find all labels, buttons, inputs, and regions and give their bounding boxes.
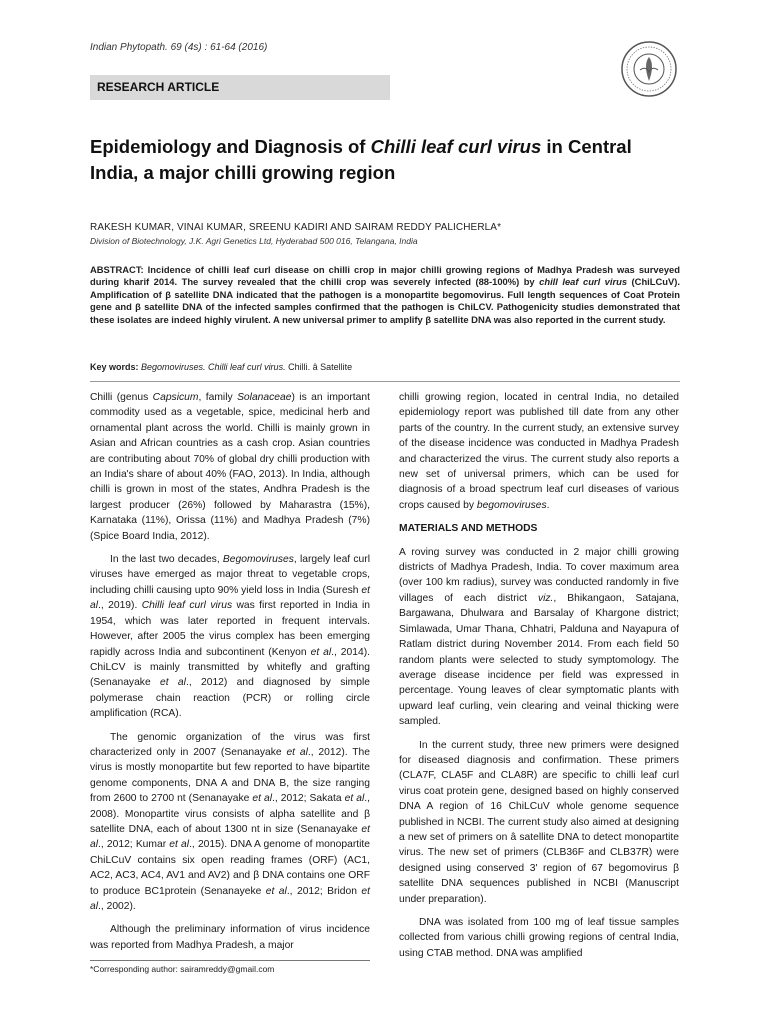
affiliation: Division of Biotechnology, J.K. Agri Genetics Ltd, Hyderabad 500 016, Telangana, India <box>90 236 418 246</box>
society-seal-icon <box>620 40 678 98</box>
abstract-text-2: (ChiLCuV). Amplification of β satellite DNA indicated that the pathogen is a monopartite begomovirus. Full length sequences of Coat Protein gene and β satellite DNA of the infected samples confirmed that the pathogen is ChiLCV. Pathogenicity studies demonstrated that these isolates are indeed highly virulent. A new universal primer to amplify β satellite DNA was also reported in the current study. <box>90 276 680 325</box>
title-part-1: Epidemiology and Diagnosis of <box>90 136 371 157</box>
intro-paragraph-5: chilli growing region, located in central India, no detailed epidemiology report was published till date from any other parts of the country. In the current study, an extensive survey of the disease incidence was conducted in Madhya Pradesh and characterized the virus. The current study also reports a new set of universal primers, which can be used for diagnosis of a broad spectrum leaf curl diseases of various crops caused by begomoviruses. <box>399 392 679 511</box>
abstract-virus-name: chill leaf curl virus <box>539 276 628 288</box>
keywords <box>90 362 680 372</box>
keywords-italic: Begomoviruses. Chilli leaf curl virus. <box>141 362 286 372</box>
intro-paragraph-4: Although the preliminary information of virus incidence was reported from Madhya Pradesh, a major <box>90 924 370 951</box>
keywords-label: Key words: <box>90 362 142 372</box>
title-part-2: in Central India, a major chilli growing region <box>90 136 632 183</box>
right-column <box>399 390 679 969</box>
methods-paragraph-2: In the current study, three new primers were designed for diseased diagnosis and confirmation. These primers (CLA7F, CLA5F and CLA8R) are specific to chilli leaf curl virus coat protein gene, designed based on highly conserved DNA A region of 16 ChiLCuV whole genome sequence published in NCBI. The current study also aimed at designing a new set of primers on â satellite DNA to detect monopartite virus. The new set of primers (CLB36F and CLB37R) were designed using conserved 3' region of 67 begomovirus β satellite DNA sequences published in NCBI (Manuscript under preparation). <box>399 739 679 905</box>
corresponding-author-footnote: *Corresponding author: sairamreddy@gmail.com <box>90 964 275 974</box>
footnote-divider <box>90 960 370 961</box>
section-divider <box>90 381 680 382</box>
author-list: RAKESH KUMAR, VINAI KUMAR, SREENU KADIRI AND SAIRAM REDDY PALICHERLA* <box>90 222 502 233</box>
title-virus-name: Chilli leaf curl virus <box>370 136 542 157</box>
article-type-label: RESEARCH ARTICLE <box>97 80 220 94</box>
abstract-text-1: ABSTRACT: Incidence of chilli leaf curl disease on chilli crop in major chilli growing regions of Madhya Pradesh was surveyed during kharif 2014. The survey revealed that the chilli crop was severely infected (88-100%) by <box>90 264 680 288</box>
keywords-plain: Chilli. â Satellite <box>285 362 353 372</box>
intro-paragraph-3: The genomic organization of the virus was first characterized only in 2007 (Senanayake et al., 2012). The virus is mostly monopartite but few reported to have bipartite genome components, DNA A and DNA B, the size ranging from 2600 to 2700 nt (Senanayake et al., 2012; Sakata et al., 2008). Monopartite virus consists of alpha satellite and β satellite DNA, each of about 1300 nt in size (Senanayake et al., 2012; Kumar et al., 2015). DNA A genome of monopartite ChiLCuV contains six open reading frames (ORF) (AC1, AC2, AC3, AC4, AV1 and AV2) and β DNA contains one ORF to produce BC1protein (Senanayeke et al., 2012; Bridon et al., 2002). <box>90 731 371 912</box>
article-type-banner <box>90 75 390 100</box>
intro-paragraph-1: Chilli (genus Capsicum, family Solanaceae) is an important commodity used as a vegetable, spice, medicinal herb and ornamental plant across the world. Chilli is mainly grown in Asian and African countries as a cash crop. Asian countries are contributing about 70% of global dry chilli production with an India's share of about 40% (FAO, 2013). In India, although chilli is grown in most of the states, Andhra Pradesh is the largest producer (26%) followed by Maharastra (15%), Karnataka (11%), Orissa (11%) and Madhya Pradesh (7%) (Spice Board India, 2012). <box>90 392 370 542</box>
article-title <box>90 134 680 186</box>
abstract <box>90 264 680 326</box>
intro-paragraph-2: In the last two decades, Begomoviruses, largely leaf curl viruses have emerged as major threat to vegetable crops, including chilli causing upto 90% yield loss in India (Suresh et al., 2019). Chilli leaf curl virus was first reported in India in 1954, which was later reported in frequent intervals. However, after 2005 the virus complex has been emerging rapidly across India and subcontinent (Kenyon et al., 2014). ChiLCV is mainly transmitted by whitefly and grafting (Senanayake et al., 2012) and diagnosed by simple polymerase chain reaction (PCR) or rolling circle amplification (RCA). <box>90 554 371 720</box>
methods-paragraph-3: DNA was isolated from 100 mg of leaf tissue samples collected from various chilli growing regions of central India, using CTAB method. DNA was amplified <box>399 917 679 959</box>
section-heading-methods: MATERIALS AND METHODS <box>399 523 538 535</box>
methods-paragraph-1: A roving survey was conducted in 2 major chilli growing districts of Madhya Pradesh, India. To cover maximum area (over 100 km radius), survey was conducted randomly in five villages of each district viz., Bhikangaon, Satajana, Bargawana, Dhulwara and Barsalay of Khargone district; Simlawada, Umar Thana, Chhatri, Palduna and Nayapura of Ratlam district during November 2014. From each field 50 random plants were selected to study symptomology. The average disease incidence per field was expressed in percentage. Young leaves of clear symptomatic plants with upward leaf curling, vein clearing and veinal thicking were sampled. <box>399 546 679 728</box>
journal-citation: Indian Phytopath. 69 (4s) : 61-64 (2016) <box>90 42 268 53</box>
left-column <box>90 390 370 961</box>
